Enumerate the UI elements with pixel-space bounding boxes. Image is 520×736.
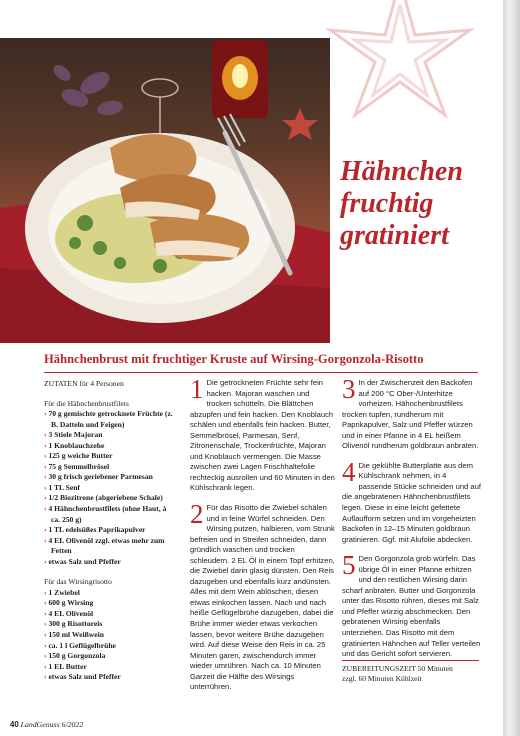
dish-photo xyxy=(0,38,330,343)
steps-column-right xyxy=(342,374,481,669)
ingredients-list xyxy=(44,379,174,683)
title-line-3: gratiniert xyxy=(340,220,449,251)
recipe-subtitle: Hähnchenbrust mit fruchtiger Kruste auf Wirsing-Gorgonzola-Risotto xyxy=(44,352,424,366)
title-line-1: Hähnchen xyxy=(340,156,463,187)
step-text: Für das Risotto die Zwiebel schälen und in feine Würfel schneiden. Den Wirsing putzen, halbieren, vom Strunk befreien und in Streifen schneiden, dann gründlich waschen und trocken schleudern. 2 EL Öl in einem Topf erhitzen, die Zwiebel darin glasig dünsten. Den Reis dazugeben und ebenfalls kurz andünsten. Alles mit dem Wein ablöschen, diesen etwas einkochen lassen. Nach und nach heiße Geflügelbrühe dazugeben, dabei die Brühe immer wieder etwas verkochen lassen, bevor weitere Brühe dazugeben wird. Auf diese Weise den Reis in ca. 25 Minuten garen, zwischendurch immer wieder umrühren. Nach ca. 10 Minuten Garzeit die Hälfte des Wirsings unterrühren. xyxy=(190,503,335,692)
dish-illustration xyxy=(0,38,330,343)
star-outline-icon xyxy=(305,0,495,140)
title-line-2: fruchtig xyxy=(340,188,434,219)
step-2 xyxy=(190,499,335,693)
ingredient-item: › 1 TL edelsüßes Paprikapulver xyxy=(44,525,174,536)
step-5 xyxy=(342,550,481,659)
step-3 xyxy=(342,374,481,452)
ingredient-item: › 300 g Risottoreis xyxy=(44,619,174,630)
ingredient-item: › 75 g Semmelbrösel xyxy=(44,462,174,473)
ingredient-item: › 150 ml Weißwein xyxy=(44,630,174,641)
ingredients-section-chicken-title: Für die Hähnchenbrustfilets xyxy=(44,398,129,408)
step-text: Den Gorgonzola grob würfeln. Das übrige Öl in einer Pfanne erhitzen und den restlichen Wirsing darin scharf anbraten. Butter und Gorgonzola unter das Risotto rühren, dieses mit Salz und Pfeffer würzig abschmecken. Den gebratenen Wirsing ebenfalls unterziehen. Das Risotto mit dem gratinierten Hähnchen auf Teller verteilen und das Gericht sofort servieren. xyxy=(342,554,481,659)
subtitle-divider xyxy=(44,372,478,373)
step-number: 1 xyxy=(190,374,204,404)
prep-time-line-2: zzgl. 60 Minuten Kühlzeit xyxy=(342,674,422,684)
ingredients-section-risotto-title: Für das Wirsingrisotto xyxy=(44,577,112,587)
page-footer xyxy=(10,720,83,729)
ingredient-item: › 600 g Wirsing xyxy=(44,598,174,609)
prep-time-line-1: ZUBEREITUNGSZEIT 50 Minuten xyxy=(342,664,453,673)
ingredient-item: › 4 EL Olivenöl xyxy=(44,609,174,620)
ingredient-item: › 4 Hähnchenbrustfilets (ohne Haut, à ca. 250 g) xyxy=(44,504,174,525)
ingredient-item: › 30 g frisch geriebener Parmesan xyxy=(44,472,174,483)
ingredient-item: › 70 g gemischte getrocknete Früchte (z. B. Datteln und Feigen) xyxy=(44,409,174,430)
page-edge xyxy=(503,0,520,736)
ingredient-item: › 125 g weiche Butter xyxy=(44,451,174,462)
step-number: 3 xyxy=(342,374,356,404)
recipe-title xyxy=(340,156,500,252)
ingredient-item: › 1 Zwiebel xyxy=(44,588,174,599)
step-number: 4 xyxy=(342,456,356,487)
ingredient-item: › 1/2 Biozitrone (abgeriebene Schale) xyxy=(44,493,174,504)
step-number: 5 xyxy=(342,550,356,581)
steps-column-left xyxy=(190,374,335,702)
step-text: In der Zwischenzeit den Backofen auf 200 °C Ober-/Unterhitze vorheizen. Hähnchenbrustfilets trocken tupfen, rundherum mit Paprikapulver, Salz und Pfeffer würzen und in einer Pfanne in 4 EL heißem Olivenöl rundherum goldbraun anbraten. xyxy=(342,378,479,451)
step-1 xyxy=(190,374,335,494)
ingredient-item: › 1 Knoblauchzehe xyxy=(44,441,174,452)
ingredients-section-chicken xyxy=(44,409,174,567)
step-text: Die gekühlte Butterplatte aus dem Kühlschrank nehmen, in 4 passende Stücke schneiden und auf die angebratenen Hähnchenbrustfilets legen. Diese in eine leicht gefettete Auflaufform setzen und im vorgeheizten Backofen in 12–15 Minuten goldbraun gratinieren. Ggf. mit Alufolie abdecken. xyxy=(342,460,481,544)
ingredient-item: › etwas Salz und Pfeffer xyxy=(44,672,174,683)
ingredient-item: › 1 EL Butter xyxy=(44,662,174,673)
step-text: Die getrockneten Früchte sehr fein hacken. Majoran waschen und trocken schütteln. Die Blättchen abzupfen und fein hacken. Den Knoblauch schälen und ebenfalls fein hacken. Butter, Semmelbrösel, Parmesan, Senf, Zitronenschale, Trockenfrüchte, Majoran und Knoblauch vermengen. Die Masse zwischen zwei Lagen Frischhaltefolie rechteckig ausrollen und 60 Minuten in den Kühlschrank legen. xyxy=(190,378,335,493)
magazine-issue: LandGenuss 6/2022 xyxy=(20,720,84,729)
page-number: 40 xyxy=(10,720,19,729)
ingredient-item: › 150 g Gorgonzola xyxy=(44,651,174,662)
prep-time xyxy=(342,664,481,684)
ingredient-item: › 1 TL Senf xyxy=(44,483,174,494)
ingredient-item: › etwas Salz und Pfeffer xyxy=(44,557,174,568)
ingredient-item: › ca. 1 l Geflügelbrühe xyxy=(44,641,174,652)
step-4 xyxy=(342,456,481,545)
ingredients-section-risotto xyxy=(44,588,174,683)
ingredient-item: › 4 EL Olivenöl zzgl. etwas mehr zum Fetten xyxy=(44,536,174,557)
step-number: 2 xyxy=(190,499,204,530)
prep-divider xyxy=(342,660,479,661)
ingredient-item: › 3 Stiele Majoran xyxy=(44,430,174,441)
ingredients-header: ZUTATEN für 4 Personen xyxy=(44,379,124,388)
